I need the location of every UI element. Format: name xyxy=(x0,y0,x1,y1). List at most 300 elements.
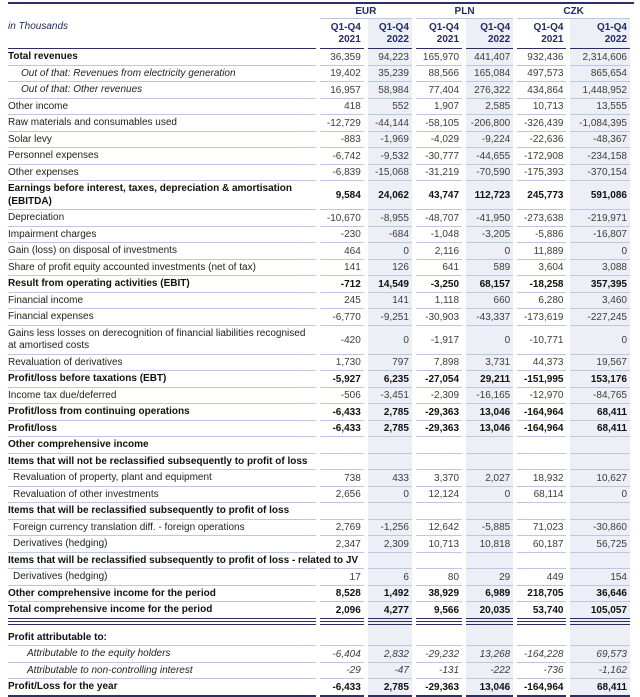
table-row xyxy=(8,470,630,487)
period-label: Q1-Q4 xyxy=(378,22,409,33)
cell-value: -684 xyxy=(368,227,412,244)
cell-value: 0 xyxy=(570,243,630,260)
cell-value: 88,566 xyxy=(416,66,462,83)
table-row xyxy=(8,66,630,83)
row-label: Impairment charges xyxy=(8,227,316,244)
row-label: Financial expenses xyxy=(8,309,316,326)
cell-value: -6,433 xyxy=(320,421,364,438)
cell-value: 2,585 xyxy=(466,99,513,116)
row-label: Derivatives (hedging) xyxy=(8,536,316,553)
cell-value: 12,642 xyxy=(416,520,462,537)
cell-value xyxy=(416,630,462,647)
cell-value: 418 xyxy=(320,99,364,116)
table-row xyxy=(8,210,630,227)
cell-value: 3,460 xyxy=(570,293,630,310)
cell-value: -164,228 xyxy=(517,646,566,663)
cell-value: -4,029 xyxy=(416,132,462,149)
cell-value: 69,573 xyxy=(570,646,630,663)
cell-value: -44,655 xyxy=(466,148,513,165)
cell-value xyxy=(466,553,513,570)
cell-value xyxy=(416,437,462,454)
cell-value: 14,549 xyxy=(368,276,412,293)
table-header xyxy=(8,4,630,49)
cell-value: 6,989 xyxy=(466,586,513,603)
table-row xyxy=(8,243,630,260)
cell-value: 738 xyxy=(320,470,364,487)
row-label: Other income xyxy=(8,99,316,116)
cell-value xyxy=(570,503,630,520)
cell-value: 276,322 xyxy=(466,82,513,99)
cell-value: 218,705 xyxy=(517,586,566,603)
cell-value: -151,995 xyxy=(517,371,566,388)
row-label: Earnings before interest, taxes, depreciation & amortisation (EBITDA) xyxy=(8,181,316,210)
cell-value: -1,917 xyxy=(416,326,462,355)
column-header-czk-2022 xyxy=(570,19,630,49)
column-header-pln-2022 xyxy=(466,19,513,49)
cell-value: 94,223 xyxy=(368,49,412,66)
cell-value: -30,777 xyxy=(416,148,462,165)
cell-value: 35,239 xyxy=(368,66,412,83)
cell-value: -47 xyxy=(368,663,412,680)
cell-value: -41,950 xyxy=(466,210,513,227)
column-header-pln-2021 xyxy=(416,19,462,49)
cell-value xyxy=(517,454,566,471)
cell-value: -48,707 xyxy=(416,210,462,227)
cell-value xyxy=(368,630,412,647)
cell-value: 441,407 xyxy=(466,49,513,66)
cell-value: -206,800 xyxy=(466,115,513,132)
cell-value xyxy=(466,437,513,454)
table-row xyxy=(8,293,630,310)
period-label: Q1-Q4 xyxy=(596,22,627,33)
cell-value: 2,309 xyxy=(368,536,412,553)
column-header-czk-2021 xyxy=(517,19,566,49)
cell-value: 2,314,606 xyxy=(570,49,630,66)
cell-value: 44,373 xyxy=(517,355,566,372)
cell-value: 1,118 xyxy=(416,293,462,310)
cell-value: 1,448,952 xyxy=(570,82,630,99)
cell-value: 3,088 xyxy=(570,260,630,277)
cell-value: -84,765 xyxy=(570,388,630,405)
cell-value: -22,636 xyxy=(517,132,566,149)
cell-value: 154 xyxy=(570,569,630,586)
cell-value: -44,144 xyxy=(368,115,412,132)
currency-header-row xyxy=(8,4,630,19)
cell-value: -164,964 xyxy=(517,421,566,438)
cell-value xyxy=(466,454,513,471)
cell-value: -6,770 xyxy=(320,309,364,326)
cell-value: 4,277 xyxy=(368,602,412,619)
year-label: 2021 xyxy=(541,33,564,45)
cell-value xyxy=(517,553,566,570)
cell-value: -3,205 xyxy=(466,227,513,244)
cell-value: 3,604 xyxy=(517,260,566,277)
cell-value: 245,773 xyxy=(517,181,566,210)
period-label: Q1-Q4 xyxy=(429,22,460,33)
cell-value: 68,411 xyxy=(570,421,630,438)
cell-value: 13,046 xyxy=(466,404,513,421)
cell-value: -12,729 xyxy=(320,115,364,132)
table-row xyxy=(8,148,630,165)
cell-value: -164,964 xyxy=(517,679,566,697)
cell-value: -1,969 xyxy=(368,132,412,149)
cell-value: 58,984 xyxy=(368,82,412,99)
cell-value: 0 xyxy=(368,243,412,260)
table-row xyxy=(8,421,630,438)
table-body xyxy=(8,49,630,697)
cell-value: 0 xyxy=(570,487,630,504)
table-row xyxy=(8,82,630,99)
cell-value: -6,433 xyxy=(320,404,364,421)
cell-value: -31,219 xyxy=(416,165,462,182)
cell-value: -1,256 xyxy=(368,520,412,537)
cell-value: 13,046 xyxy=(466,679,513,697)
cell-value: 6,280 xyxy=(517,293,566,310)
cell-value: -5,886 xyxy=(517,227,566,244)
cell-value xyxy=(466,630,513,647)
cell-value: 16,957 xyxy=(320,82,364,99)
row-label: Out of that: Revenues from electricity generation xyxy=(8,66,316,83)
cell-value: -5,927 xyxy=(320,371,364,388)
table-row xyxy=(8,553,630,570)
cell-value xyxy=(320,503,364,520)
currency-header-eur: EUR xyxy=(320,4,412,19)
cell-value: -273,638 xyxy=(517,210,566,227)
cell-value: -29,232 xyxy=(416,646,462,663)
cell-value: 12,124 xyxy=(416,487,462,504)
table-row xyxy=(8,388,630,405)
cell-value: 660 xyxy=(466,293,513,310)
cell-value: 2,769 xyxy=(320,520,364,537)
cell-value: 71,023 xyxy=(517,520,566,537)
cell-value: 2,785 xyxy=(368,404,412,421)
cell-value: 165,084 xyxy=(466,66,513,83)
cell-value: 19,567 xyxy=(570,355,630,372)
cell-value: 17 xyxy=(320,569,364,586)
table-row xyxy=(8,371,630,388)
cell-value: -9,532 xyxy=(368,148,412,165)
table-row xyxy=(8,309,630,326)
table-row xyxy=(8,49,630,66)
cell-value: 11,889 xyxy=(517,243,566,260)
cell-value: -1,084,395 xyxy=(570,115,630,132)
cell-value: -70,590 xyxy=(466,165,513,182)
cell-value: -29,363 xyxy=(416,679,462,697)
cell-value: 68,157 xyxy=(466,276,513,293)
cell-value xyxy=(320,437,364,454)
row-label: Profit/loss xyxy=(8,421,316,438)
cell-value: 68,411 xyxy=(570,404,630,421)
table-row xyxy=(8,586,630,603)
table-row xyxy=(8,165,630,182)
row-label: Revaluation of other investments xyxy=(8,487,316,504)
cell-value: 9,566 xyxy=(416,602,462,619)
cell-value: 13,555 xyxy=(570,99,630,116)
cell-value: -16,807 xyxy=(570,227,630,244)
row-label: Result from operating activities (EBIT) xyxy=(8,276,316,293)
period-label: Q1-Q4 xyxy=(330,22,361,33)
cell-value: 38,929 xyxy=(416,586,462,603)
currency-header-pln: PLN xyxy=(416,4,513,19)
cell-value xyxy=(320,454,364,471)
cell-value: 126 xyxy=(368,260,412,277)
cell-value: 43,747 xyxy=(416,181,462,210)
cell-value xyxy=(416,454,462,471)
cell-value: 433 xyxy=(368,470,412,487)
table-row xyxy=(8,646,630,663)
currency-header-czk: CZK xyxy=(517,4,630,19)
table-row xyxy=(8,503,630,520)
cell-value: 1,730 xyxy=(320,355,364,372)
cell-value: 0 xyxy=(368,326,412,355)
cell-value: -12,970 xyxy=(517,388,566,405)
cell-value: 797 xyxy=(368,355,412,372)
cell-value: 464 xyxy=(320,243,364,260)
row-label: Items that will not be reclassified subsequently to profit of loss xyxy=(8,454,316,471)
table-row xyxy=(8,487,630,504)
row-label: Income tax due/deferred xyxy=(8,388,316,405)
cell-value: -3,250 xyxy=(416,276,462,293)
table-row xyxy=(8,454,630,471)
cell-value: -164,964 xyxy=(517,404,566,421)
row-label: Profit/loss before taxations (EBT) xyxy=(8,371,316,388)
table-row xyxy=(8,663,630,680)
row-label: Derivatives (hedging) xyxy=(8,569,316,586)
cell-value: -29,363 xyxy=(416,421,462,438)
cell-value: 29 xyxy=(466,569,513,586)
cell-value xyxy=(416,503,462,520)
cell-value: -712 xyxy=(320,276,364,293)
cell-value xyxy=(517,630,566,647)
cell-value: 449 xyxy=(517,569,566,586)
row-label: Other comprehensive income for the period xyxy=(8,586,316,603)
cell-value: -16,165 xyxy=(466,388,513,405)
cell-value: -8,955 xyxy=(368,210,412,227)
row-label: Total revenues xyxy=(8,49,316,66)
cell-value: 245 xyxy=(320,293,364,310)
row-label: Revaluation of property, plant and equipment xyxy=(8,470,316,487)
row-label: Raw materials and consumables used xyxy=(8,115,316,132)
table-row xyxy=(8,679,630,697)
row-label: Gain (loss) on disposal of investments xyxy=(8,243,316,260)
cell-value: -30,903 xyxy=(416,309,462,326)
table-row xyxy=(8,326,630,355)
table-row xyxy=(8,181,630,210)
cell-value: 1,492 xyxy=(368,586,412,603)
row-label: Items that will be reclassified subsequently to profit of loss - related to JV xyxy=(8,553,316,570)
row-label: Profit/Loss for the year xyxy=(8,679,316,697)
table-row xyxy=(8,276,630,293)
cell-value: -219,971 xyxy=(570,210,630,227)
period-label: Q1-Q4 xyxy=(533,22,564,33)
cell-value: 10,627 xyxy=(570,470,630,487)
table-row xyxy=(8,602,630,619)
row-label: Profit/loss from continuing operations xyxy=(8,404,316,421)
row-label: Depreciation xyxy=(8,210,316,227)
cell-value: 68,114 xyxy=(517,487,566,504)
cell-value: 13,046 xyxy=(466,421,513,438)
cell-value xyxy=(368,553,412,570)
cell-value: -1,162 xyxy=(570,663,630,680)
column-header-eur-2021 xyxy=(320,19,364,49)
cell-value: 77,404 xyxy=(416,82,462,99)
cell-value: -2,309 xyxy=(416,388,462,405)
cell-value: 165,970 xyxy=(416,49,462,66)
year-label: 2022 xyxy=(604,33,627,45)
cell-value: -6,404 xyxy=(320,646,364,663)
row-label: Solar levy xyxy=(8,132,316,149)
column-header-eur-2022 xyxy=(368,19,412,49)
cell-value: -9,224 xyxy=(466,132,513,149)
cell-value: -222 xyxy=(466,663,513,680)
cell-value: 36,359 xyxy=(320,49,364,66)
cell-value: 641 xyxy=(416,260,462,277)
cell-value: -29,363 xyxy=(416,404,462,421)
cell-value xyxy=(570,454,630,471)
cell-value: 141 xyxy=(320,260,364,277)
cell-value: -736 xyxy=(517,663,566,680)
cell-value: -10,771 xyxy=(517,326,566,355)
cell-value: 29,211 xyxy=(466,371,513,388)
cell-value xyxy=(368,454,412,471)
cell-value: -5,885 xyxy=(466,520,513,537)
cell-value: 112,723 xyxy=(466,181,513,210)
cell-value: 10,713 xyxy=(416,536,462,553)
cell-value: -6,433 xyxy=(320,679,364,697)
cell-value xyxy=(368,503,412,520)
cell-value: 3,731 xyxy=(466,355,513,372)
row-label: Financial income xyxy=(8,293,316,310)
cell-value: 2,656 xyxy=(320,487,364,504)
year-label: 2021 xyxy=(338,33,361,45)
row-label: Gains less losses on derecognition of financial liabilities recognised at amortised costs xyxy=(8,326,316,355)
year-label: 2022 xyxy=(487,33,511,45)
cell-value: 0 xyxy=(466,243,513,260)
cell-value: 20,035 xyxy=(466,602,513,619)
cell-value: 2,096 xyxy=(320,602,364,619)
cell-value: 865,654 xyxy=(570,66,630,83)
table-row xyxy=(8,569,630,586)
cell-value: -172,908 xyxy=(517,148,566,165)
row-label: Personnel expenses xyxy=(8,148,316,165)
cell-value: 105,057 xyxy=(570,602,630,619)
cell-value: 2,832 xyxy=(368,646,412,663)
row-label: Attributable to the equity holders xyxy=(8,646,316,663)
table-row xyxy=(8,227,630,244)
cell-value: 8,528 xyxy=(320,586,364,603)
cell-value: 56,725 xyxy=(570,536,630,553)
row-label: Revaluation of derivatives xyxy=(8,355,316,372)
cell-value: 497,573 xyxy=(517,66,566,83)
table-row xyxy=(8,132,630,149)
row-label: Other comprehensive income xyxy=(8,437,316,454)
cell-value: 153,176 xyxy=(570,371,630,388)
table-row xyxy=(8,99,630,116)
cell-value: -131 xyxy=(416,663,462,680)
cell-value: -30,860 xyxy=(570,520,630,537)
cell-value xyxy=(570,630,630,647)
cell-value: 9,584 xyxy=(320,181,364,210)
cell-value: 18,932 xyxy=(517,470,566,487)
cell-value: -234,158 xyxy=(570,148,630,165)
year-label: 2021 xyxy=(436,33,460,45)
row-label: Items that will be reclassified subsequently to profit of loss xyxy=(8,503,316,520)
cell-value: 3,370 xyxy=(416,470,462,487)
cell-value: 10,818 xyxy=(466,536,513,553)
cell-value: 19,402 xyxy=(320,66,364,83)
cell-value: 6 xyxy=(368,569,412,586)
cell-value: -370,154 xyxy=(570,165,630,182)
cell-value: 0 xyxy=(368,487,412,504)
cell-value: 6,235 xyxy=(368,371,412,388)
cell-value: -175,393 xyxy=(517,165,566,182)
cell-value: 68,411 xyxy=(570,679,630,697)
cell-value: 10,713 xyxy=(517,99,566,116)
cell-value: -6,839 xyxy=(320,165,364,182)
cell-value: 2,347 xyxy=(320,536,364,553)
cell-value: -43,337 xyxy=(466,309,513,326)
table-row xyxy=(8,536,630,553)
cell-value: 552 xyxy=(368,99,412,116)
cell-value: 60,187 xyxy=(517,536,566,553)
row-label: Foreign currency translation diff. - foreign operations xyxy=(8,520,316,537)
cell-value: 80 xyxy=(416,569,462,586)
cell-value: 36,646 xyxy=(570,586,630,603)
cell-value: -6,742 xyxy=(320,148,364,165)
cell-value: -3,451 xyxy=(368,388,412,405)
row-label: Profit attributable to: xyxy=(8,630,316,647)
cell-value xyxy=(368,437,412,454)
cell-value xyxy=(570,553,630,570)
cell-value: -1,048 xyxy=(416,227,462,244)
cell-value: -9,251 xyxy=(368,309,412,326)
cell-value: 434,864 xyxy=(517,82,566,99)
cell-value: -326,439 xyxy=(517,115,566,132)
row-label: Share of profit equity accounted investments (net of tax) xyxy=(8,260,316,277)
table-row xyxy=(8,437,630,454)
table-row xyxy=(8,260,630,277)
cell-value: 0 xyxy=(466,326,513,355)
year-label: 2022 xyxy=(386,33,409,45)
cell-value: 2,785 xyxy=(368,679,412,697)
cell-value: 13,268 xyxy=(466,646,513,663)
cell-value: -173,619 xyxy=(517,309,566,326)
cell-value: 357,395 xyxy=(570,276,630,293)
cell-value: -883 xyxy=(320,132,364,149)
row-label: Total comprehensive income for the period xyxy=(8,602,316,619)
cell-value: -230 xyxy=(320,227,364,244)
cell-value: 24,062 xyxy=(368,181,412,210)
table-row xyxy=(8,404,630,421)
row-label: Attributable to non-controlling interest xyxy=(8,663,316,680)
cell-value xyxy=(570,437,630,454)
cell-value: 932,436 xyxy=(517,49,566,66)
cell-value: 0 xyxy=(570,326,630,355)
table-row xyxy=(8,630,630,647)
cell-value: 1,907 xyxy=(416,99,462,116)
cell-value xyxy=(320,630,364,647)
cell-value: -506 xyxy=(320,388,364,405)
cell-value: 7,898 xyxy=(416,355,462,372)
cell-value: 2,785 xyxy=(368,421,412,438)
cell-value: -27,054 xyxy=(416,371,462,388)
cell-value: -58,105 xyxy=(416,115,462,132)
cell-value: 591,086 xyxy=(570,181,630,210)
cell-value xyxy=(466,503,513,520)
cell-value xyxy=(517,437,566,454)
table-row xyxy=(8,520,630,537)
cell-value: -227,245 xyxy=(570,309,630,326)
